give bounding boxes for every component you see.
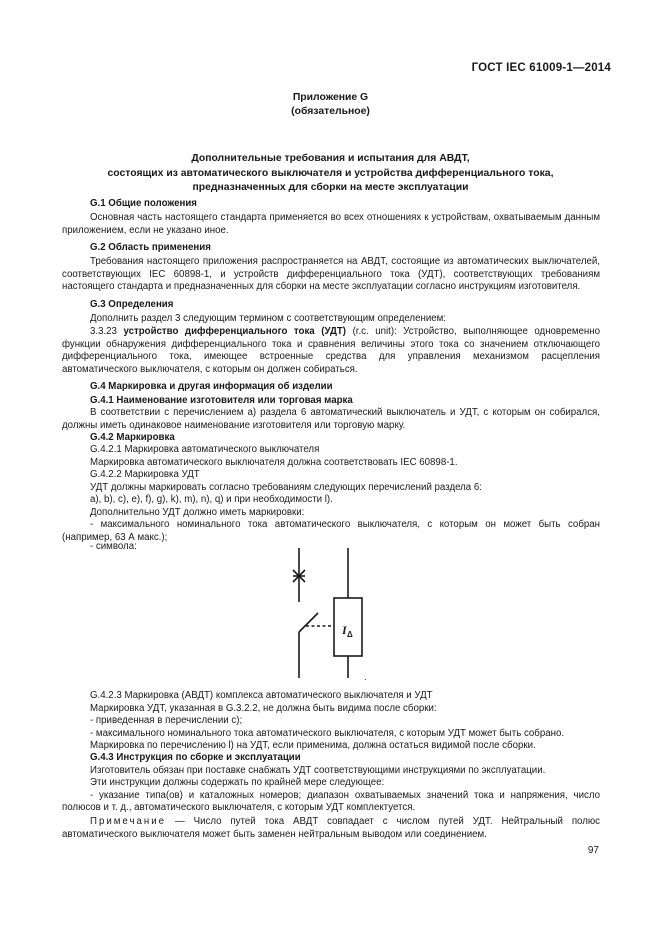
document-title-line-1: Дополнительные требования и испытания для АВДТ, (191, 153, 470, 164)
symbol-switch-blade (299, 613, 318, 632)
standard-code: ГОСТ IEC 61009-1—2014 (471, 62, 611, 74)
section-g43-item-1: - указание типа(ов) и каталожных номеров; диапазон охватываемых значений тока и напряжения, число полюсов и т. д., автоматического выключателя, с которым УДТ комплектуется. (62, 789, 600, 814)
page-number: 97 (587, 845, 599, 856)
note-label: Примечание (90, 816, 167, 827)
note-text: Число путей тока АВДТ совпадает с числом путей УДТ. Нейтральный полюс автоматического выключателя может быть заменен нейтральным выводом или соединением. (62, 816, 600, 840)
section-g422-heading: G.4.2.2 Маркировка УДТ (90, 469, 200, 480)
term-definition (62, 326, 600, 376)
term-name: устройство дифференциального тока (УДТ) (123, 326, 347, 337)
note-dash: — (175, 816, 185, 827)
term-text: (r.c. unit): Устройство, выполняющее одновременно функции обнаружения дифференциального тока и сравнения величины этого тока со значением отключающего дифференциального тока, имеющее встроенные средства для управления механизмом расцепления автоматического выключателя, с которым он должен собираться. (62, 326, 600, 375)
annex-title: Приложение G (292, 92, 369, 103)
section-g423-item-1: - приведенная в перечислении с); (90, 715, 243, 726)
section-g423-heading: G.4.2.3 Маркировка (АВДТ) комплекса автоматического выключателя и УДТ (90, 690, 433, 701)
symbol-label: I (342, 623, 347, 637)
document-title-line-3: предназначенных для сборки на месте эксплуатации (192, 182, 469, 193)
section-g42-heading: G.4.2 Маркировка (90, 432, 175, 443)
section-g421-text: Маркировка автоматического выключателя должна соответствовать IEC 60898-1. (90, 456, 458, 468)
section-g423-item-2: - максимального номинального тока автоматического выключателя, с которым УДТ может быть собрано. (90, 727, 565, 739)
section-g2-heading: G.2 Область применения (90, 242, 211, 253)
rcd-symbol (280, 540, 390, 685)
section-g3-intro: Дополнить раздел 3 следующим термином с соответствующим определением: (90, 313, 446, 324)
section-g422-text-1: УДТ должны маркировать согласно требованиям следующих перечислений раздела 6: (90, 481, 482, 493)
section-g423-text-1: Маркировка УДТ, указанная в G.3.2.2, не должна быть видима после сборки: (90, 702, 437, 714)
section-g1-text: Основная часть настоящего стандарта применяется во всех отношениях к устройствам, охватываемым данным приложением, если не указано иное. (62, 212, 600, 236)
section-g1-heading: G.1 Общие положения (90, 198, 197, 209)
document-title-line-2: состоящих из автоматического выключателя и устройства дифференциального тока, (107, 167, 554, 179)
section-g43-text-1: Изготовитель обязан при поставке снабжать УДТ соответствующими инструкциями по эксплуатации. (90, 764, 546, 776)
section-g423-text-2: Маркировка по перечислению l) на УДТ, если применима, должна остаться видимой после сборки. (90, 740, 536, 751)
section-g3-heading: G.3 Определения (90, 299, 174, 310)
symbol-mark: . (364, 672, 367, 682)
section-g2-text: Требования настоящего приложения распространяется на АВДТ, состоящие из автоматических выключателей, соответствующих IEC 60898-1, и устройств дифференциального тока (УДТ), соответствующих требованиям настоящего стандарта и предназначенных для сборки на месте эксплуатации согласно инструкциям изготовителя. (62, 256, 600, 293)
section-g422-item-1: - максимального номинального тока автоматического выключателя, с которым он может быть собран (например, 63 А макс.); (62, 519, 600, 543)
note (62, 816, 600, 841)
section-g422-text-3: Дополнительно УДТ должно иметь маркировки: (90, 506, 305, 518)
annex-status: (обязательное) (291, 106, 370, 117)
section-g421-heading: G.4.2.1 Маркировка автоматического выключателя (90, 444, 320, 455)
section-g41-heading: G.4.1 Наименование изготовителя или торговая марка (90, 395, 353, 406)
section-g422-item-2: - символа: (90, 541, 137, 552)
section-g43-text-2: Эти инструкции должны содержать по крайней мере следующее: (90, 777, 385, 788)
term-number: 3.3.23 (90, 326, 117, 337)
section-g43-heading: G.4.3 Инструкция по сборке и эксплуатации (90, 752, 301, 763)
section-g4-heading: G.4 Маркировка и другая информация об изделии (90, 381, 333, 392)
section-g41-text: В соответствии с перечислением а) раздела 6 автоматический выключатель и УДТ, с которым он собирался, должны иметь одинаковое наименование изготовителя или торговую марку. (62, 407, 600, 431)
symbol-box (334, 598, 362, 656)
section-g422-text-2: a), b), c), e), f), g), k), m), n), q) и при необходимости l). (90, 494, 333, 505)
symbol-sub: Δ (347, 630, 353, 639)
